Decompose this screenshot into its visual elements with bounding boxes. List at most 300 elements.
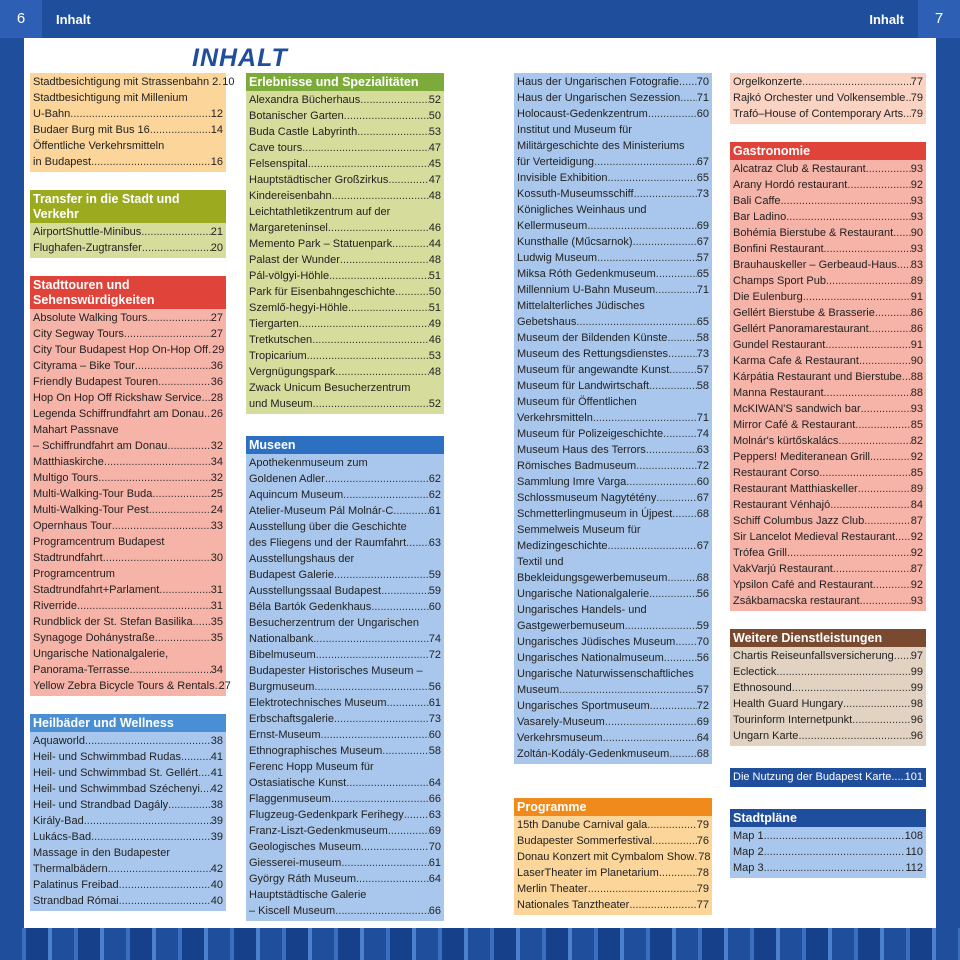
- entry-title: Budaer Burg mit Bus 16: [33, 124, 150, 136]
- page-header-bar: [0, 0, 960, 38]
- entry-page-number: 98: [910, 698, 923, 710]
- bottom-decorative-bar: [0, 928, 960, 960]
- toc-entry[interactable]: [733, 161, 923, 177]
- toc-entry[interactable]: [249, 663, 441, 679]
- entry-page-number: 57: [696, 684, 709, 696]
- toc-entry[interactable]: [249, 172, 441, 188]
- toc-entry[interactable]: [517, 282, 709, 298]
- toc-entry[interactable]: [517, 442, 709, 458]
- toc-entry[interactable]: [517, 362, 709, 378]
- toc-entry[interactable]: [33, 662, 223, 678]
- entry-title: Budapester Sommerfestival: [517, 835, 653, 847]
- toc-entry[interactable]: [517, 234, 709, 250]
- toc-entry[interactable]: [33, 106, 223, 122]
- dot-leader: [340, 252, 429, 268]
- entry-page-number: 34: [210, 664, 223, 676]
- toc-entry[interactable]: [733, 481, 923, 497]
- dot-leader: [396, 503, 428, 519]
- entry-page-number: 27: [218, 680, 231, 692]
- dot-leader: [152, 486, 210, 502]
- toc-entry[interactable]: [33, 614, 223, 630]
- entry-page-number: 96: [910, 714, 923, 726]
- dot-leader: [119, 893, 211, 909]
- toc-entry[interactable]: [249, 695, 441, 711]
- toc-entry[interactable]: [733, 369, 923, 385]
- toc-entry[interactable]: [249, 535, 441, 551]
- toc-entry[interactable]: [249, 583, 441, 599]
- toc-entry[interactable]: [249, 364, 441, 380]
- entry-title: Molnár's kürtőskalács: [733, 435, 839, 447]
- entry-title: Cave tours: [249, 142, 303, 154]
- entry-page-number: 69: [696, 716, 709, 728]
- toc-entry[interactable]: [33, 534, 223, 550]
- dot-leader: [608, 170, 697, 186]
- toc-entry[interactable]: [249, 775, 441, 791]
- toc-entry[interactable]: [733, 225, 923, 241]
- entry-page-number: 77: [910, 76, 923, 88]
- toc-entry[interactable]: [517, 506, 709, 522]
- toc-entry[interactable]: [249, 92, 441, 108]
- toc-entry[interactable]: [249, 807, 441, 823]
- toc-entry[interactable]: [517, 122, 709, 138]
- toc-entry[interactable]: [517, 138, 709, 154]
- toc-entry[interactable]: [517, 570, 709, 586]
- toc-entry[interactable]: [517, 170, 709, 186]
- toc-entry[interactable]: [33, 550, 223, 566]
- toc-entry[interactable]: [33, 470, 223, 486]
- toc-entry[interactable]: [33, 374, 223, 390]
- entry-page-number: 79: [696, 819, 709, 831]
- toc-entry[interactable]: [733, 289, 923, 305]
- entry-title: Kárpátia Restaurant und Bierstube: [733, 371, 902, 383]
- entry-page-number: 36: [210, 376, 223, 388]
- toc-entry[interactable]: [33, 502, 223, 518]
- entry-title: Aquaworld: [33, 735, 85, 747]
- toc-entry[interactable]: [249, 380, 441, 396]
- toc-entry[interactable]: [33, 422, 223, 438]
- toc-entry[interactable]: [33, 342, 223, 358]
- toc-entry[interactable]: [33, 813, 223, 829]
- toc-entry[interactable]: [33, 893, 223, 909]
- toc-entry[interactable]: [249, 711, 441, 727]
- toc-entry[interactable]: [249, 503, 441, 519]
- entry-title: Programcentrum: [33, 568, 115, 580]
- entry-title: Legenda Schiffrundfahrt am Donau: [33, 408, 205, 420]
- entry-title: Gellért Panoramarestaurant: [733, 323, 869, 335]
- toc-entry[interactable]: [517, 881, 709, 897]
- toc-entry[interactable]: [249, 348, 441, 364]
- toc-entry[interactable]: [33, 566, 223, 582]
- toc-entry[interactable]: [517, 250, 709, 266]
- entry-title: Zoltán-Kodály-Gedenkmuseum: [517, 748, 670, 760]
- toc-entry[interactable]: [249, 855, 441, 871]
- entry-title: Arany Hordó restaurant: [733, 179, 848, 191]
- toc-entry[interactable]: [517, 865, 709, 881]
- toc-entry[interactable]: [249, 300, 441, 316]
- toc-entry[interactable]: [517, 74, 709, 90]
- entry-page-number: 89: [910, 275, 923, 287]
- toc-entry[interactable]: [33, 582, 223, 598]
- entry-page-number: 61: [428, 857, 441, 869]
- toc-entry[interactable]: [249, 316, 441, 332]
- toc-entry[interactable]: [249, 396, 441, 412]
- entry-title: Health Guard Hungary: [733, 698, 844, 710]
- toc-section: [730, 629, 926, 746]
- entry-title: Kossuth-Museumsschiff: [517, 188, 634, 200]
- toc-entry[interactable]: [249, 140, 441, 156]
- toc-entry[interactable]: [249, 220, 441, 236]
- toc-entry[interactable]: [249, 903, 441, 919]
- dot-leader: [652, 833, 697, 849]
- section-entries: [246, 454, 444, 921]
- toc-entry[interactable]: [33, 438, 223, 454]
- entry-page-number: 58: [696, 380, 709, 392]
- toc-entry[interactable]: [249, 647, 441, 663]
- section-heading: Museen: [246, 436, 444, 454]
- toc-entry[interactable]: [33, 598, 223, 614]
- toc-entry[interactable]: [733, 465, 923, 481]
- toc-entry[interactable]: [733, 680, 923, 696]
- dot-leader: [903, 106, 911, 122]
- toc-entry[interactable]: [517, 538, 709, 554]
- entry-page-number: 89: [910, 483, 923, 495]
- toc-entry[interactable]: [517, 618, 709, 634]
- dot-leader: [142, 240, 211, 256]
- toc-entry[interactable]: [33, 74, 235, 90]
- toc-entry[interactable]: [249, 791, 441, 807]
- toc-entry[interactable]: [517, 458, 709, 474]
- toc-entry[interactable]: [733, 337, 923, 353]
- dot-leader: [646, 442, 697, 458]
- toc-entry[interactable]: [249, 455, 441, 471]
- toc-entry[interactable]: [33, 358, 223, 374]
- entry-page-number: 90: [910, 227, 923, 239]
- entry-title: Mirror Café & Restaurant: [733, 419, 856, 431]
- toc-entry[interactable]: [517, 522, 709, 538]
- toc-entry[interactable]: [33, 486, 223, 502]
- entry-title: Gellért Bierstube & Brasserie: [733, 307, 875, 319]
- toc-entry[interactable]: [249, 471, 441, 487]
- toc-entry[interactable]: [249, 236, 441, 252]
- entry-title: Haus der Ungarischen Sezession: [517, 92, 681, 104]
- toc-entry[interactable]: [249, 252, 441, 268]
- toc-entry[interactable]: [517, 746, 709, 762]
- toc-entry[interactable]: [733, 321, 923, 337]
- toc-entry[interactable]: [733, 577, 923, 593]
- toc-entry[interactable]: [733, 401, 923, 417]
- entry-title: Orgelkonzerte: [733, 76, 803, 88]
- toc-entry[interactable]: [733, 177, 923, 193]
- toc-entry[interactable]: [733, 74, 923, 90]
- dot-leader: [112, 518, 211, 534]
- toc-entry[interactable]: [249, 615, 441, 631]
- toc-entry[interactable]: [517, 682, 709, 698]
- toc-section: [30, 276, 231, 696]
- entry-page-number: 65: [696, 316, 709, 328]
- entry-title: Ypsilon Café and Restaurant: [733, 579, 873, 591]
- entry-page-number: 46: [428, 222, 441, 234]
- entry-page-number: 44: [428, 238, 441, 250]
- entry-title: Synagoge Dohánystraße: [33, 632, 155, 644]
- dot-leader: [316, 647, 429, 663]
- toc-entry[interactable]: [249, 156, 441, 172]
- toc-entry[interactable]: [517, 554, 709, 570]
- toc-entry[interactable]: [33, 518, 223, 534]
- entry-title: Karma Cafe & Restaurant: [733, 355, 859, 367]
- dot-leader: [193, 614, 211, 630]
- toc-entry[interactable]: [249, 284, 441, 300]
- entry-title: Restaurant Matthiaskeller: [733, 483, 858, 495]
- toc-entry[interactable]: [517, 730, 709, 746]
- toc-entry[interactable]: [33, 678, 231, 694]
- entry-page-number: 73: [696, 348, 709, 360]
- toc-entry[interactable]: [33, 749, 223, 765]
- entry-title: Buda Castle Labyrinth: [249, 126, 358, 138]
- toc-entry[interactable]: [517, 298, 709, 314]
- toc-entry[interactable]: [517, 426, 709, 442]
- entry-page-number: 87: [910, 563, 923, 575]
- toc-entry[interactable]: [33, 630, 223, 646]
- toc-entry[interactable]: [517, 586, 709, 602]
- toc-entry[interactable]: [733, 664, 923, 680]
- toc-entry[interactable]: [733, 273, 923, 289]
- entry-title: Gundel Restaurant: [733, 339, 826, 351]
- entry-page-number: 39: [210, 815, 223, 827]
- toc-section: [30, 190, 226, 258]
- toc-entry[interactable]: [517, 474, 709, 490]
- toc-entry[interactable]: [517, 266, 709, 282]
- toc-entry[interactable]: [249, 519, 441, 535]
- toc-entry[interactable]: [517, 666, 709, 682]
- toc-entry[interactable]: [733, 305, 923, 321]
- entry-page-number: 51: [428, 302, 441, 314]
- toc-entry[interactable]: [517, 330, 709, 346]
- toc-entry[interactable]: [517, 346, 709, 362]
- toc-entry[interactable]: [517, 833, 709, 849]
- toc-entry[interactable]: [733, 593, 923, 609]
- entry-title: City Tour Budapest Hop On-Hop Off: [33, 344, 209, 356]
- toc-entry[interactable]: [517, 218, 709, 234]
- toc-entry[interactable]: [249, 204, 441, 220]
- toc-entry[interactable]: [733, 860, 923, 876]
- toc-entry[interactable]: [517, 394, 709, 410]
- toc-entry[interactable]: [249, 268, 441, 284]
- dot-leader: [792, 680, 911, 696]
- toc-section: [730, 73, 926, 124]
- toc-entry[interactable]: [733, 241, 923, 257]
- toc-entry[interactable]: [249, 839, 441, 855]
- entry-page-number: 93: [910, 195, 923, 207]
- entry-title: Die Nutzung der Budapest Karte: [733, 771, 892, 783]
- entry-title: Miksa Róth Gedenkmuseum: [517, 268, 656, 280]
- toc-entry[interactable]: [733, 529, 923, 545]
- toc-entry[interactable]: [249, 332, 441, 348]
- toc-entry[interactable]: [33, 454, 223, 470]
- entry-page-number: 101: [904, 771, 923, 783]
- toc-entry[interactable]: [33, 310, 223, 326]
- toc-entry[interactable]: [33, 861, 223, 877]
- toc-entry[interactable]: [33, 765, 223, 781]
- dot-leader: [647, 817, 696, 833]
- toc-entry[interactable]: [517, 490, 709, 506]
- toc-entry[interactable]: [733, 561, 923, 577]
- toc-entry[interactable]: [33, 781, 223, 797]
- entry-title: Riverride: [33, 600, 78, 612]
- toc-entry[interactable]: [733, 844, 923, 860]
- dot-leader: [159, 582, 210, 598]
- toc-entry[interactable]: [249, 599, 441, 615]
- dot-leader: [392, 236, 429, 252]
- toc-entry[interactable]: [733, 828, 923, 844]
- toc-entry[interactable]: [733, 513, 923, 529]
- toc-entry[interactable]: [733, 769, 923, 785]
- entry-page-number: 31: [210, 600, 223, 612]
- entry-title: – Schiffrundfahrt am Donau: [33, 440, 168, 452]
- toc-entry[interactable]: [517, 602, 709, 618]
- toc-entry[interactable]: [517, 314, 709, 330]
- toc-entry[interactable]: [249, 551, 441, 567]
- toc-column-2: [246, 73, 444, 921]
- toc-entry[interactable]: [33, 224, 223, 240]
- toc-entry[interactable]: [249, 679, 441, 695]
- dot-leader: [387, 695, 429, 711]
- toc-entry[interactable]: [517, 378, 709, 394]
- entry-page-number: 112: [905, 862, 923, 874]
- entry-page-number: 40: [210, 879, 223, 891]
- dot-leader: [864, 513, 911, 529]
- toc-entry[interactable]: [249, 743, 441, 759]
- entry-title: Ferenc Hopp Museum für: [249, 761, 374, 773]
- toc-entry[interactable]: [249, 631, 441, 647]
- toc-entry[interactable]: [733, 106, 923, 122]
- toc-entry[interactable]: [517, 714, 709, 730]
- entry-page-number: 67: [696, 156, 709, 168]
- entry-title: Trófea Grill: [733, 547, 787, 559]
- toc-entry[interactable]: [249, 188, 441, 204]
- dot-leader: [147, 310, 210, 326]
- entry-page-number: 68: [696, 508, 709, 520]
- toc-entry[interactable]: [33, 845, 223, 861]
- toc-entry[interactable]: [249, 108, 441, 124]
- toc-entry[interactable]: [33, 797, 223, 813]
- dot-leader: [313, 396, 429, 412]
- entry-title: Bohémia Bierstube & Restaurant: [733, 227, 894, 239]
- toc-entry[interactable]: [249, 887, 441, 903]
- toc-entry[interactable]: [733, 193, 923, 209]
- toc-entry[interactable]: [733, 417, 923, 433]
- dot-leader: [656, 266, 697, 282]
- toc-entry[interactable]: [733, 696, 923, 712]
- toc-entry[interactable]: [517, 154, 709, 170]
- toc-entry[interactable]: [33, 122, 223, 138]
- dot-leader: [672, 506, 696, 522]
- toc-entry[interactable]: [249, 759, 441, 775]
- toc-entry[interactable]: [33, 733, 223, 749]
- toc-entry[interactable]: [733, 209, 923, 225]
- dot-leader: [873, 577, 911, 593]
- entry-page-number: 60: [428, 601, 441, 613]
- dot-leader: [357, 124, 429, 140]
- toc-entry[interactable]: [517, 186, 709, 202]
- toc-entry[interactable]: [33, 154, 223, 170]
- dot-leader: [855, 417, 910, 433]
- toc-entry[interactable]: [249, 124, 441, 140]
- toc-entry[interactable]: [33, 90, 223, 106]
- toc-entry[interactable]: [249, 823, 441, 839]
- toc-entry[interactable]: [733, 545, 923, 561]
- toc-entry[interactable]: [33, 406, 223, 422]
- toc-column-3: [514, 73, 712, 915]
- dot-leader: [649, 378, 697, 394]
- toc-entry[interactable]: [33, 829, 223, 845]
- entry-page-number: 65: [696, 172, 709, 184]
- dot-leader: [158, 374, 211, 390]
- toc-entry[interactable]: [517, 106, 709, 122]
- toc-entry[interactable]: [249, 567, 441, 583]
- dot-leader: [335, 903, 429, 919]
- entry-page-number: 42: [210, 783, 223, 795]
- entry-title: Römisches Badmuseum: [517, 460, 637, 472]
- dot-leader: [894, 648, 911, 664]
- toc-entry[interactable]: [733, 433, 923, 449]
- toc-entry[interactable]: [517, 817, 709, 833]
- entry-title: Mahart Passnave: [33, 424, 119, 436]
- entry-title: Museum Haus des Terrors: [517, 444, 646, 456]
- toc-entry[interactable]: [733, 449, 923, 465]
- toc-entry[interactable]: [33, 390, 223, 406]
- entry-page-number: 25: [210, 488, 223, 500]
- dot-leader: [98, 470, 211, 486]
- entry-page-number: 72: [696, 700, 709, 712]
- toc-entry[interactable]: [517, 202, 709, 218]
- entry-page-number: 61: [428, 505, 441, 517]
- toc-entry[interactable]: [517, 90, 709, 106]
- toc-entry[interactable]: [33, 240, 223, 256]
- dot-leader: [870, 449, 911, 465]
- toc-entry[interactable]: [517, 634, 709, 650]
- toc-entry[interactable]: [249, 727, 441, 743]
- entry-title: Museum: [517, 684, 560, 696]
- toc-entry[interactable]: [517, 410, 709, 426]
- toc-entry[interactable]: [33, 138, 223, 154]
- entry-page-number: 48: [428, 366, 441, 378]
- toc-entry[interactable]: [733, 385, 923, 401]
- toc-entry[interactable]: [733, 353, 923, 369]
- toc-entry[interactable]: [733, 90, 923, 106]
- entry-title: Chartis Reiseunfallsversicherung: [733, 650, 894, 662]
- toc-entry[interactable]: [249, 871, 441, 887]
- toc-entry[interactable]: [733, 712, 923, 728]
- toc-entry[interactable]: [733, 648, 923, 664]
- toc-entry[interactable]: [33, 877, 223, 893]
- toc-entry[interactable]: [517, 849, 709, 865]
- entry-title: Szemlő-hegyi-Höhle: [249, 302, 349, 314]
- toc-entry[interactable]: [33, 646, 223, 662]
- toc-entry[interactable]: [733, 257, 923, 273]
- dot-leader: [597, 250, 697, 266]
- entry-title: Tourinform Internetpunkt: [733, 714, 853, 726]
- entry-title: Park für Eisenbahngeschichte: [249, 286, 396, 298]
- toc-entry[interactable]: [733, 497, 923, 513]
- toc-entry[interactable]: [733, 728, 923, 744]
- toc-entry[interactable]: [33, 326, 223, 342]
- toc-entry[interactable]: [517, 897, 709, 913]
- dot-leader: [388, 172, 428, 188]
- toc-entry[interactable]: [249, 487, 441, 503]
- toc-entry[interactable]: [517, 650, 709, 666]
- section-heading: Stadttouren und Sehenswürdigkeiten: [30, 276, 226, 309]
- toc-entry[interactable]: [517, 698, 709, 714]
